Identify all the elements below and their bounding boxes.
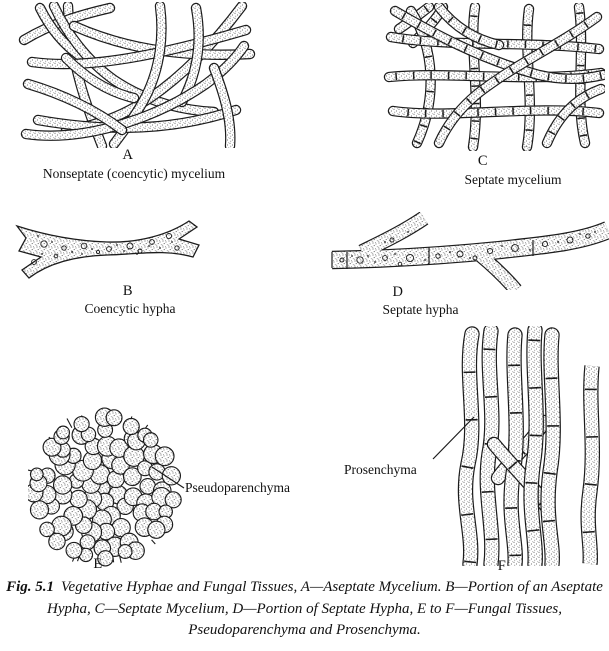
drawing-coencytic-hypha <box>12 216 202 284</box>
panel-caption-a: Nonseptate (coencytic) mycelium <box>42 166 226 181</box>
panel-letter-c: C <box>477 153 489 169</box>
figure-caption-text: Vegetative Hyphae and Fungal Tissues, A—Aseptate Mycelium. B—Portion of an Aseptate Hypha, C—Septate Mycelium, D—Portion of Septate Hypha, E to F—Fungal Tissues, Pseudoparenchyma and Prosenchyma. <box>47 579 603 638</box>
panel-caption-c: Septate mycelium <box>464 172 562 187</box>
panel-letter-d: D <box>392 284 404 300</box>
figure-caption <box>0 577 609 642</box>
panel-letter-e: E <box>93 556 103 572</box>
panel-letter-a: A <box>122 147 134 163</box>
drawing-prosenchyma <box>448 326 606 566</box>
panel-letter-b: B <box>122 283 134 299</box>
drawing-septate-mycelium <box>383 3 605 151</box>
drawing-nonseptate-mycelium <box>14 2 258 148</box>
drawing-pseudoparenchyma <box>28 406 186 570</box>
pseudoparenchyma-label: Pseudoparenchyma <box>185 480 290 495</box>
drawing-septate-hypha <box>330 212 609 290</box>
figure-caption-label: Fig. 5.1 <box>6 579 55 595</box>
hypha-outline <box>17 221 199 278</box>
panel-caption-d: Septate hypha <box>382 302 459 317</box>
panel-caption-b: Coencytic hypha <box>84 301 176 316</box>
prosenchyma-label: Prosenchyma <box>344 462 417 477</box>
panel-letter-f: F <box>497 558 507 574</box>
